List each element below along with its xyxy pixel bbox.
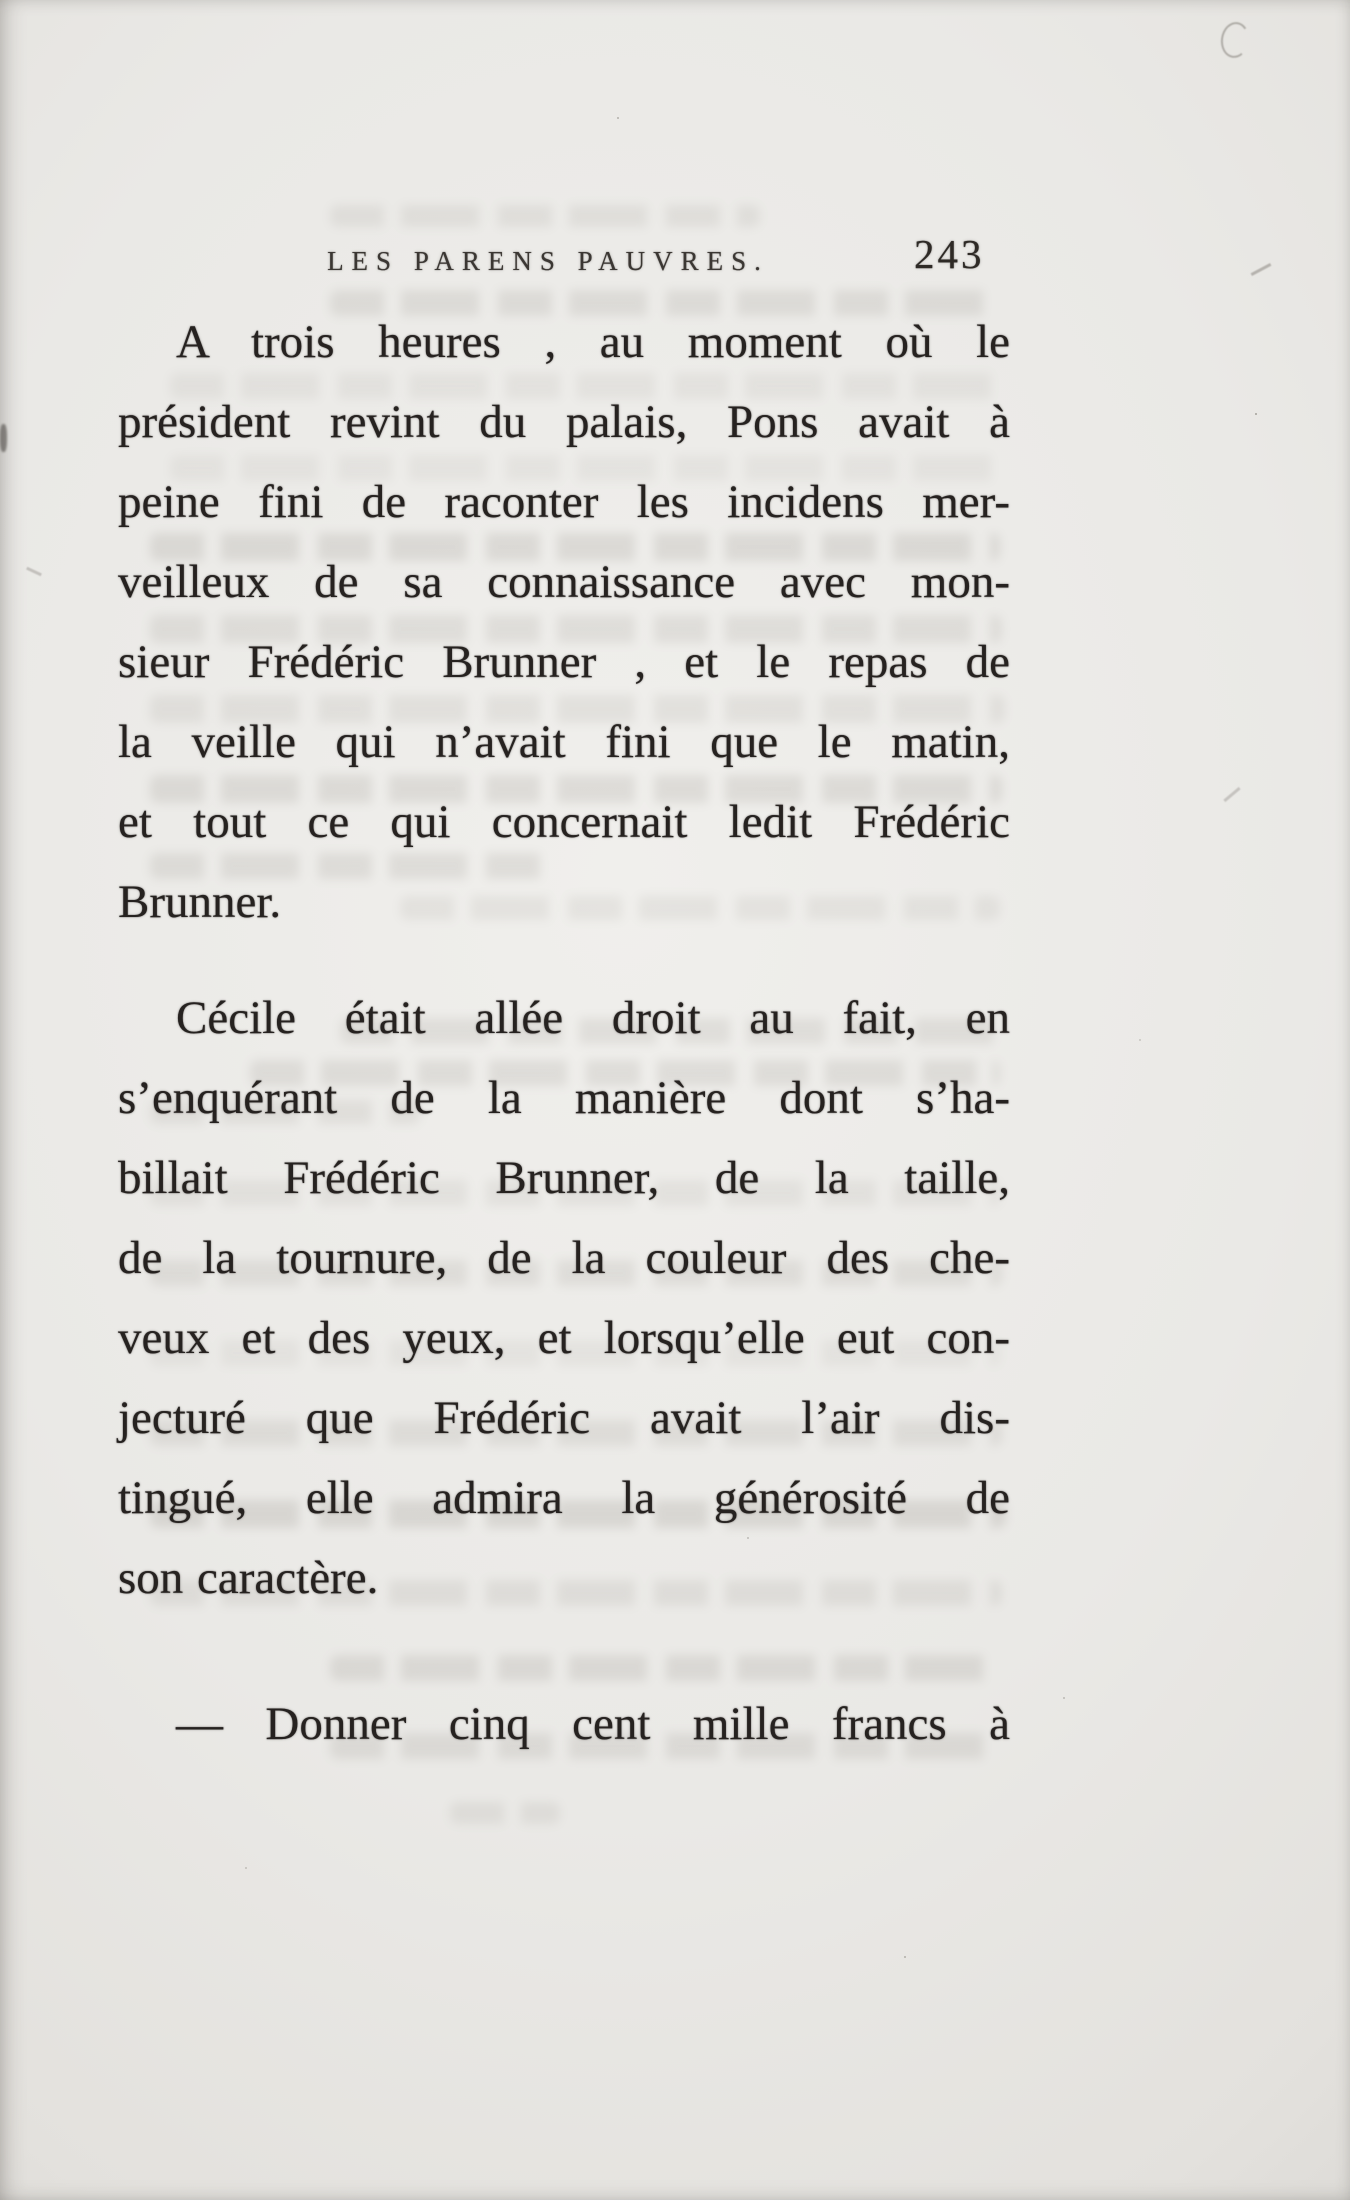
text-line: veilleux de sa connaissance avec mon- <box>118 556 1010 608</box>
paragraph <box>118 1684 1010 1764</box>
text-line: A trois heures , au moment où le <box>176 316 1010 368</box>
text-line: peine fini de raconter les incidens mer- <box>118 476 1010 528</box>
ghost-text-smudge <box>450 1802 560 1824</box>
text-line: — Donner cinq cent mille francs à <box>176 1698 1010 1750</box>
page-text <box>118 302 1010 1764</box>
ghost-text-smudge <box>330 205 760 227</box>
text-line: son caractère. <box>118 1552 379 1604</box>
text-line: Cécile était allée droit au fait, en <box>176 992 1010 1044</box>
text-line: tingué, elle admira la générosité de <box>118 1472 1010 1524</box>
text-line: sieur Frédéric Brunner , et le repas de <box>118 636 1010 688</box>
scan-edge-smudge <box>0 424 7 452</box>
running-header-title: LES PARENS PAUVRES. <box>327 246 769 276</box>
text-line: de la tournure, de la couleur des che- <box>118 1232 1010 1284</box>
text-line: et tout ce qui concernait ledit Frédéric <box>118 796 1010 848</box>
text-line: veux et des yeux, et lorsqu’elle eut con- <box>118 1312 1010 1364</box>
text-line: s’enquérant de la manière dont s’ha- <box>118 1072 1010 1124</box>
text-line: Brunner. <box>118 876 282 928</box>
page-number: 243 <box>914 231 985 277</box>
text-line: la veille qui n’avait fini que le matin, <box>118 716 1010 768</box>
text-line: jecturé que Frédéric avait l’air dis- <box>118 1392 1010 1444</box>
text-line: président revint du palais, Pons avait à <box>118 396 1010 448</box>
paragraph <box>118 978 1010 1618</box>
paragraph <box>118 302 1010 942</box>
text-line: billait Frédéric Brunner, de la taille, <box>118 1152 1010 1204</box>
